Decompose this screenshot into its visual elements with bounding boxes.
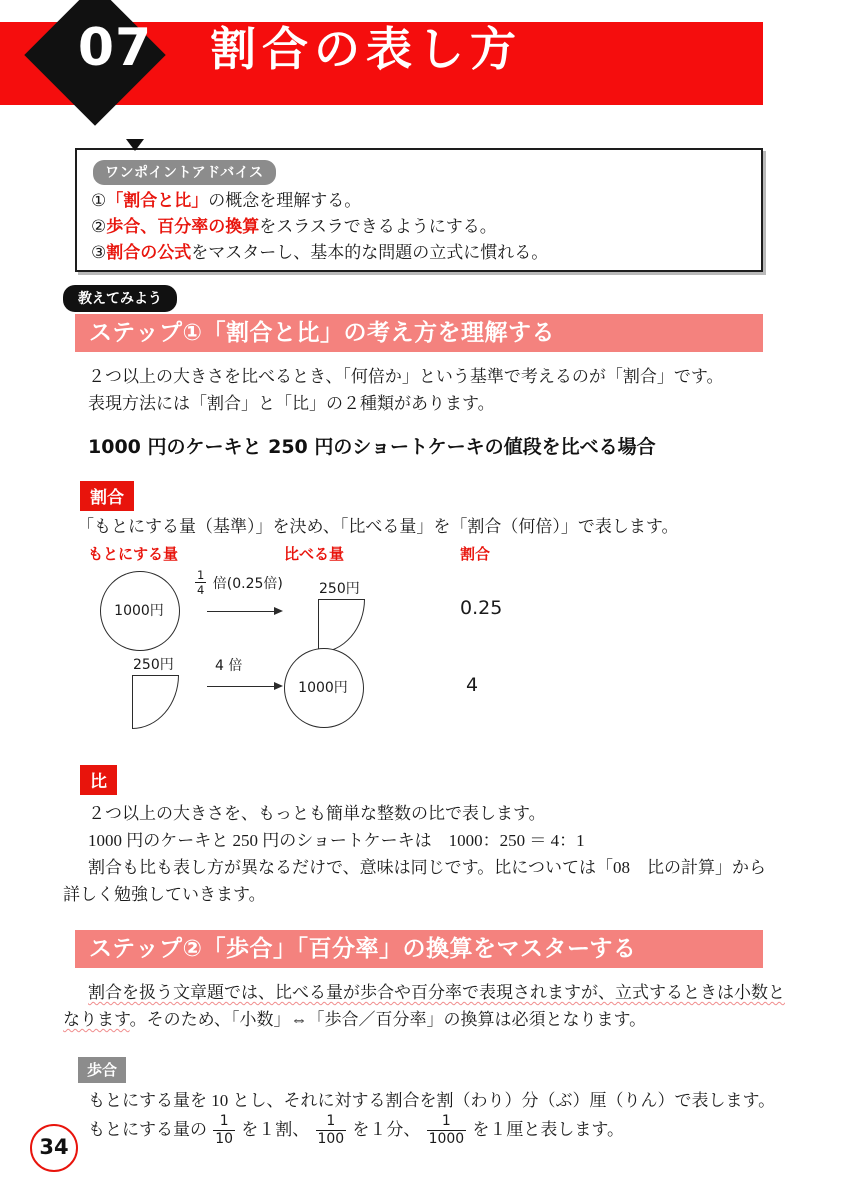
buai-fraction-1: [213, 1114, 235, 1146]
diagram-arrow-label: 4 倍: [215, 658, 243, 674]
buai-fraction-3: [427, 1114, 466, 1146]
diagram-column-header-compare: 比べる量: [284, 545, 345, 563]
advice-rest: をスラスラできるようにする。: [259, 217, 497, 236]
fraction-numerator: 1: [326, 1113, 336, 1129]
advice-marker: ①: [91, 191, 107, 210]
ratio-diagram: [75, 543, 675, 738]
advice-rest: をマスターし、基本的な問題の立式に慣れる。: [191, 243, 549, 262]
diagram-circle-label: 1000円: [114, 603, 164, 619]
diagram-arrow-shaft: [207, 686, 275, 687]
advice-marker: ③: [91, 243, 107, 262]
advice-box: [75, 148, 763, 272]
diagram-arrow-shaft: [207, 611, 275, 612]
advice-list: [91, 188, 751, 266]
wariai-badge: 割合: [80, 481, 134, 511]
buai-line1: もとにする量を 10 とし、それに対する割合を割（わり）分（ぶ）厘（りん）で表します。: [88, 1091, 776, 1110]
chapter-number-label: 07: [77, 18, 153, 78]
buai-fraction-2: [316, 1114, 347, 1146]
fraction-denominator: 100: [317, 1130, 345, 1147]
fraction-denominator: 1000: [428, 1130, 465, 1147]
diagram-column-header-source: もとにする量: [88, 545, 179, 563]
buai-line2-a: もとにする量の: [88, 1119, 207, 1139]
hi-line3: 割合も比も表し方が異なるだけで、意味は同じです。比については「08 比の計算」から: [88, 858, 766, 877]
buai-badge: 歩合: [78, 1057, 126, 1083]
hi-badge: 比: [80, 765, 117, 795]
step1-intro-line1: ２つ以上の大きさを比べるとき、「何倍か」という基準で考えるのが「割合」です。: [88, 367, 724, 386]
diagram-ratio-value: 4: [466, 674, 479, 696]
page-number-badge: 34: [30, 1124, 78, 1172]
buai-line2: [88, 1114, 624, 1146]
fraction-numerator: 1: [441, 1113, 451, 1129]
advice-item: [91, 240, 751, 266]
advice-highlight: 「割合と比」: [106, 191, 209, 210]
advice-rest: の概念を理解する。: [208, 191, 362, 210]
diagram-ratio-value: 0.25: [460, 597, 503, 619]
fraction-denominator: 4: [197, 583, 205, 598]
step2-heading: ステップ②「歩合」「百分率」の換算をマスターする: [75, 930, 763, 968]
diagram-quarter-shape: [318, 599, 365, 653]
buai-line2-d: を１厘と表します。: [472, 1119, 624, 1139]
page-title: 割合の表し方: [210, 22, 522, 76]
step1-heading: ステップ①「割合と比」の考え方を理解する: [75, 314, 763, 352]
fraction-denominator: 10: [215, 1130, 233, 1147]
diagram-arrow-label: [193, 569, 283, 596]
advice-pointer-icon: [126, 139, 144, 151]
advice-highlight: 歩合、百分率の換算: [106, 217, 260, 236]
fraction-numerator: 1: [197, 568, 205, 582]
diagram-quarter-label: 250円: [319, 581, 360, 597]
teach-pill-label: 教えてみよう: [63, 285, 177, 312]
step2-intro-line1: 割合を扱う文章題では、比べる量が歩合や百分率で表現されますが、立式するときは小数と: [88, 983, 785, 1002]
buai-line2-b: を１割、: [241, 1119, 310, 1139]
step2-line2-rest: 。そのため、「小数」⇔「歩合／百分率」の換算は必須となります。: [129, 1010, 647, 1029]
buai-line2-c: を１分、: [352, 1119, 421, 1139]
advice-marker: ②: [91, 217, 107, 236]
advice-pill-label: ワンポイントアドバイス: [93, 160, 276, 185]
example-heading: 1000 円のケーキと 250 円のショートケーキの値段を比べる場合: [88, 436, 656, 458]
diagram-quarter-shape: [132, 675, 179, 729]
wariai-description: 「もとにする量（基準）」を決め、「比べる量」を「割合（何倍）」で表します。: [77, 517, 679, 536]
step1-intro-line2: 表現方法には「割合」と「比」の２種類があります。: [88, 394, 495, 413]
arrow-multiplier-text: 倍(0.25倍): [212, 575, 283, 592]
hi-line1: ２つ以上の大きさを、もっとも簡単な整数の比で表します。: [88, 804, 546, 823]
diagram-quarter-label: 250円: [133, 657, 174, 673]
diagram-arrow-head-icon: [274, 607, 283, 615]
fraction-numerator: 1: [219, 1113, 229, 1129]
diagram-column-header-ratio: 割合: [460, 545, 491, 563]
advice-highlight: 割合の公式: [106, 243, 192, 262]
advice-item: [91, 214, 751, 240]
diagram-circle-label: 1000円: [298, 680, 348, 696]
arrow-fraction: [195, 569, 206, 596]
hi-line4: 詳しく勉強していきます。: [63, 885, 266, 904]
step2-intro-line2: [63, 1006, 646, 1033]
step2-wavy-segment: なります: [63, 1010, 130, 1029]
hi-line2: 1000 円のケーキと 250 円のショートケーキは 1000：250 ＝ 4：1: [88, 831, 585, 850]
advice-item: [91, 188, 751, 214]
diagram-arrow-head-icon: [274, 682, 283, 690]
